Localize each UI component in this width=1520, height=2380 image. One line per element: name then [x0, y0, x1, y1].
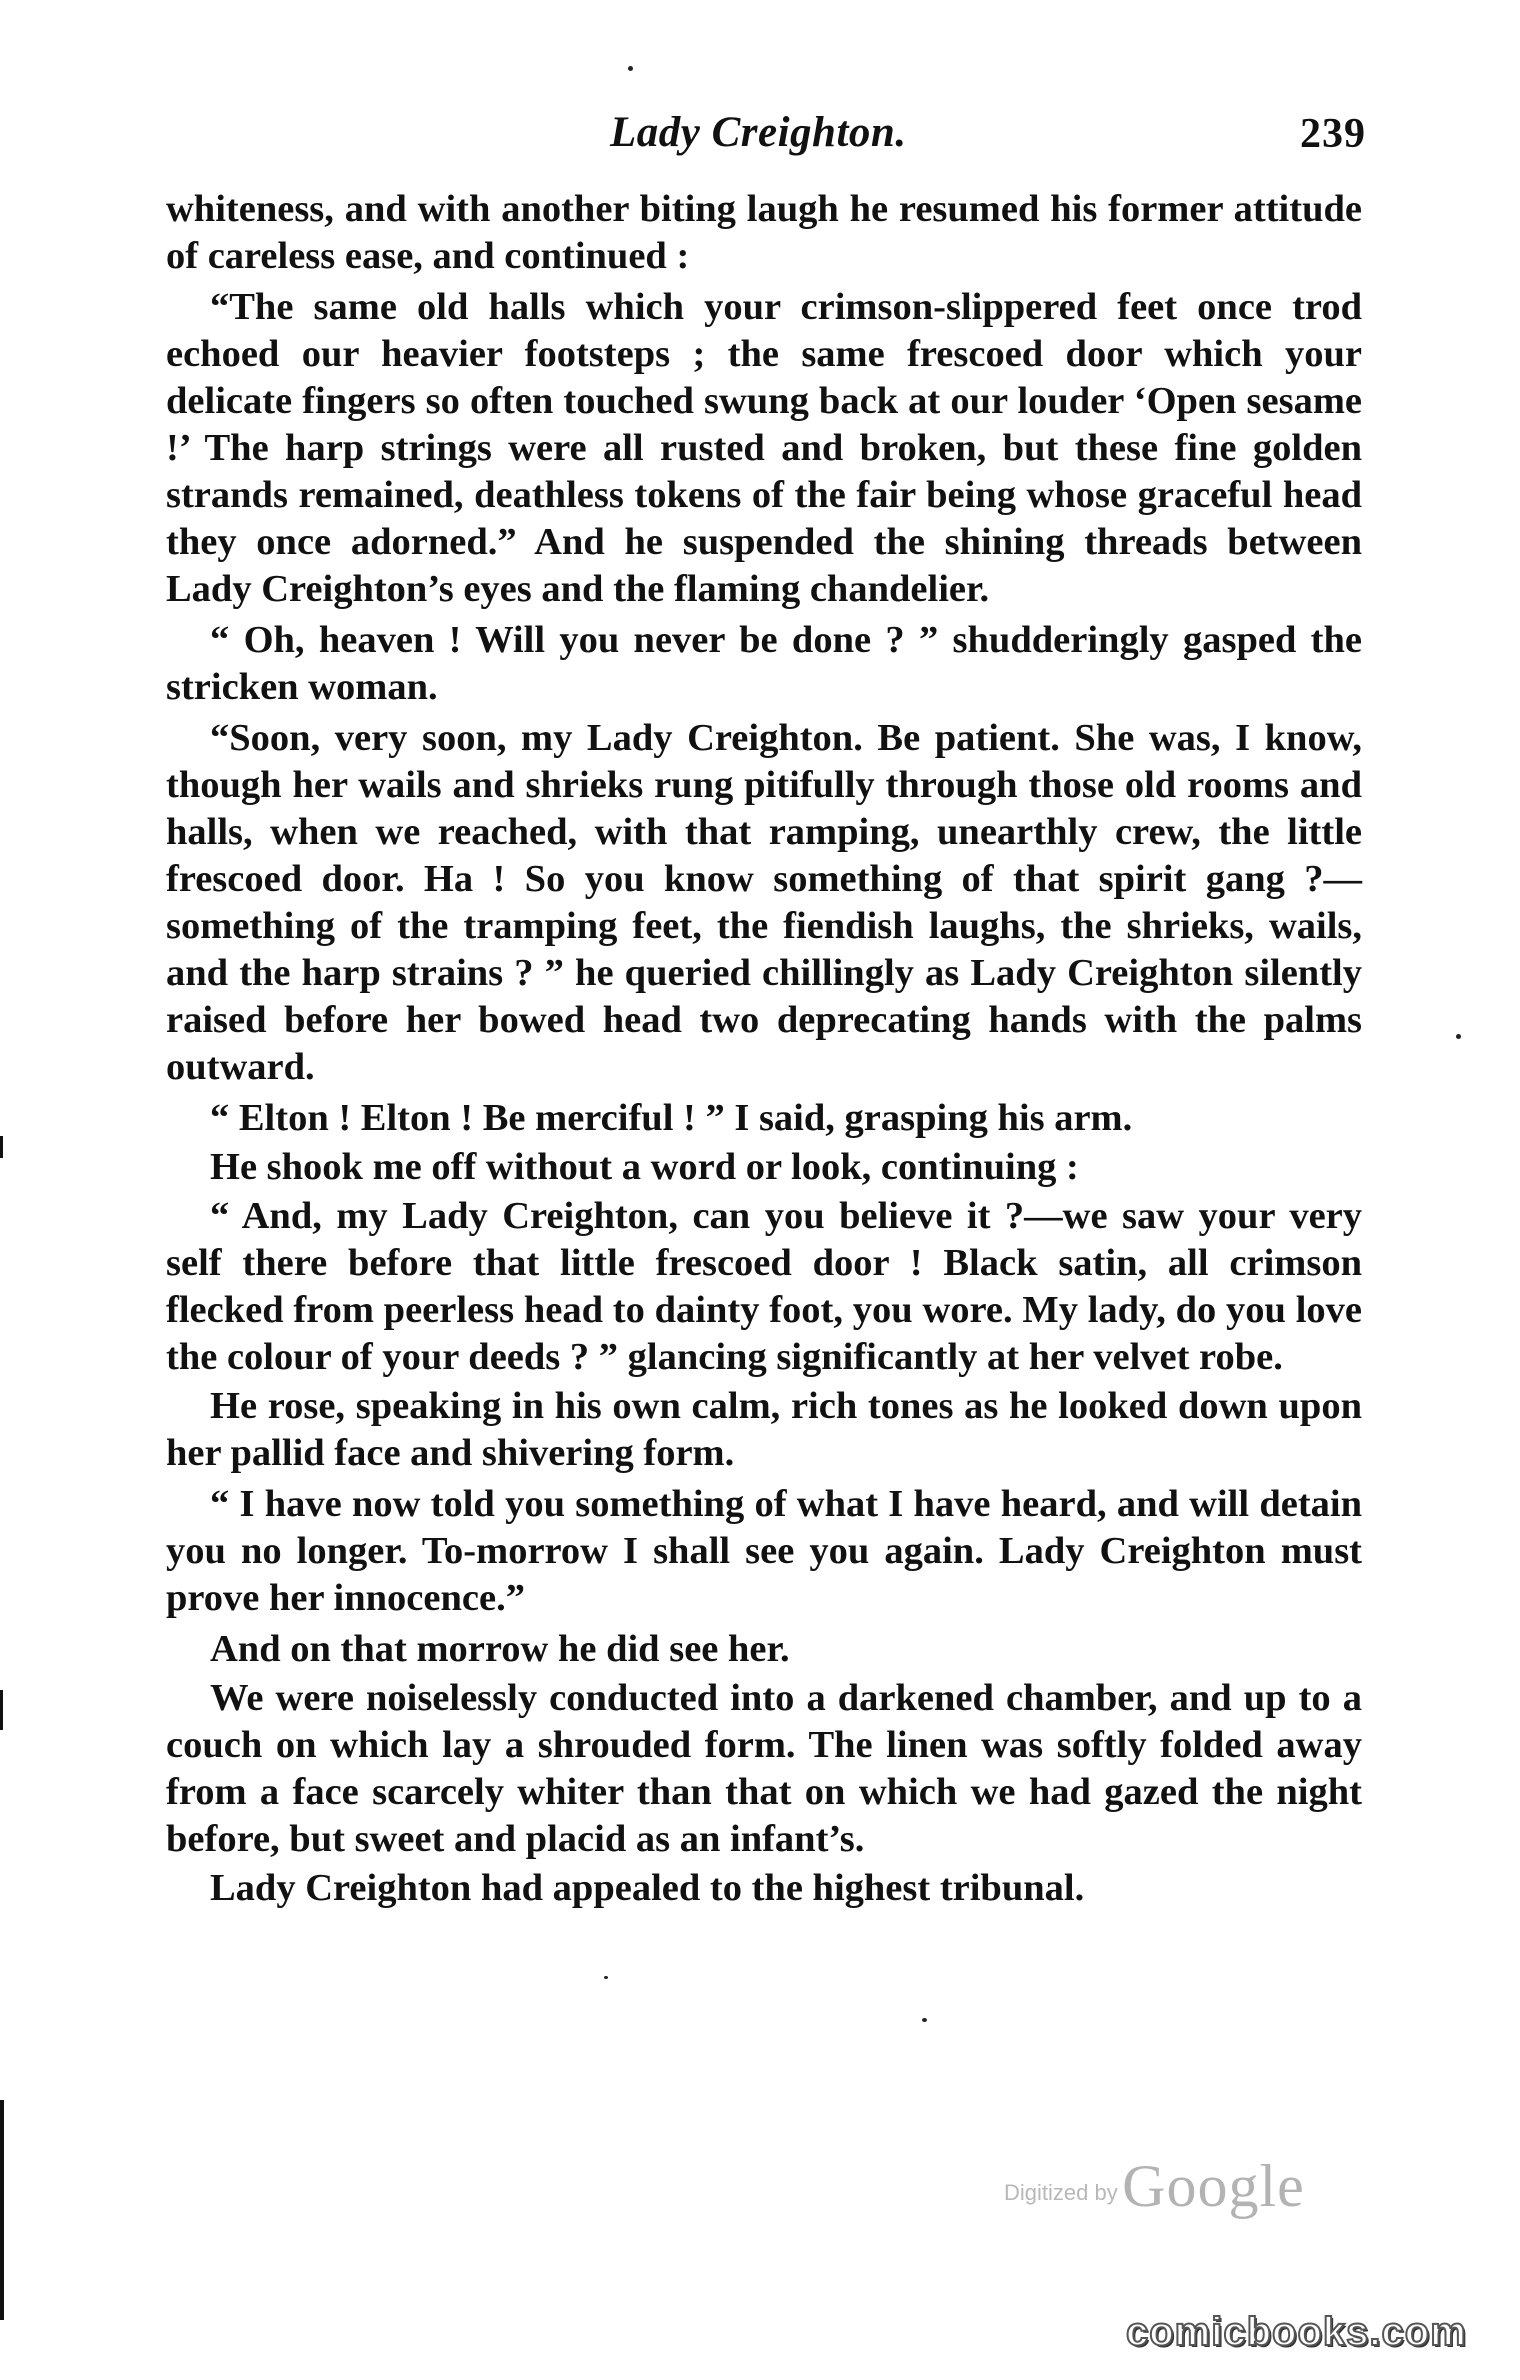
paragraph: “ And, my Lady Creighton, can you believe it ?—we saw your very self there before that little frescoed door ! Black satin, all crimson flecked from peerless head to dainty foot, you wore. My lady, do you love the colour of your deeds ? ” glancing significantly at her velvet robe.	[166, 1195, 1362, 1378]
google-logo: Google	[1122, 2153, 1305, 2219]
paragraph: whiteness, and with another biting laugh he resumed his former attitude of careless ease, and continued :	[166, 188, 1362, 277]
scan-edge-mark	[0, 2100, 4, 2320]
scan-speck	[922, 2018, 927, 2022]
body-text	[166, 186, 1362, 1912]
paragraph: “Soon, very soon, my Lady Creighton. Be patient. She was, I know, though her wails and shrieks rung pitifully through those old rooms and halls, when we reached, with that ramping, unearthly crew, the little frescoed door. Ha ! So you know something of that spirit gang ?—something of the tramping feet, the fiendish laughs, the shrieks, wails, and the harp strains ? ” he queried chillingly as Lady Creighton silently raised before her bowed head two deprecating hands with the palms outward.	[166, 717, 1362, 1088]
paragraph: Lady Creighton had appealed to the highest tribunal.	[210, 1867, 1085, 1909]
paragraph: He shook me off without a word or look, continuing :	[210, 1146, 1079, 1188]
digitized-by-label: Digitized by	[1004, 2180, 1118, 2205]
scan-speck	[1456, 1034, 1461, 1039]
digitized-by-google	[1004, 2152, 1305, 2221]
paragraph: And on that morrow he did see her.	[210, 1628, 790, 1670]
scan-edge-mark	[0, 1136, 3, 1158]
paragraph: We were noiselessly conducted into a darkened chamber, and up to a couch on which lay a shrouded form. The linen was softly folded away from a face scarcely whiter than that on which we had gazed the night before, but sweet and placid as an infant’s.	[166, 1677, 1362, 1860]
paragraph: “The same old halls which your crimson-slippered feet once trod echoed our heavier footsteps ; the same frescoed door which your delicate fingers so often touched swung back at our louder ‘Open sesame !’ The harp strings were all rusted and broken, but these fine golden strands remained, deathless tokens of the fair being whose graceful head they once adorned.” And he suspended the shining threads between Lady Creighton’s eyes and the flaming chandelier.	[166, 286, 1362, 610]
scan-edge-mark	[0, 1690, 3, 1730]
scan-speck	[604, 1976, 608, 1979]
running-title: Lady Creighton.	[610, 109, 907, 156]
page-header	[166, 108, 1366, 168]
watermark: comicbooks.com	[1126, 2310, 1467, 2354]
page-number: 239	[1300, 111, 1366, 157]
paragraph: “ Oh, heaven ! Will you never be done ? ” shudderingly gasped the stricken woman.	[166, 619, 1362, 708]
scan-speck	[628, 66, 633, 71]
paragraph: “ Elton ! Elton ! Be merciful ! ” I said, grasping his arm.	[210, 1097, 1133, 1139]
paragraph: He rose, speaking in his own calm, rich tones as he looked down upon her pallid face and shivering form.	[166, 1385, 1362, 1474]
paragraph: “ I have now told you something of what I have heard, and will detain you no longer. To-morrow I shall see you again. Lady Creighton must prove her innocence.”	[166, 1483, 1362, 1619]
